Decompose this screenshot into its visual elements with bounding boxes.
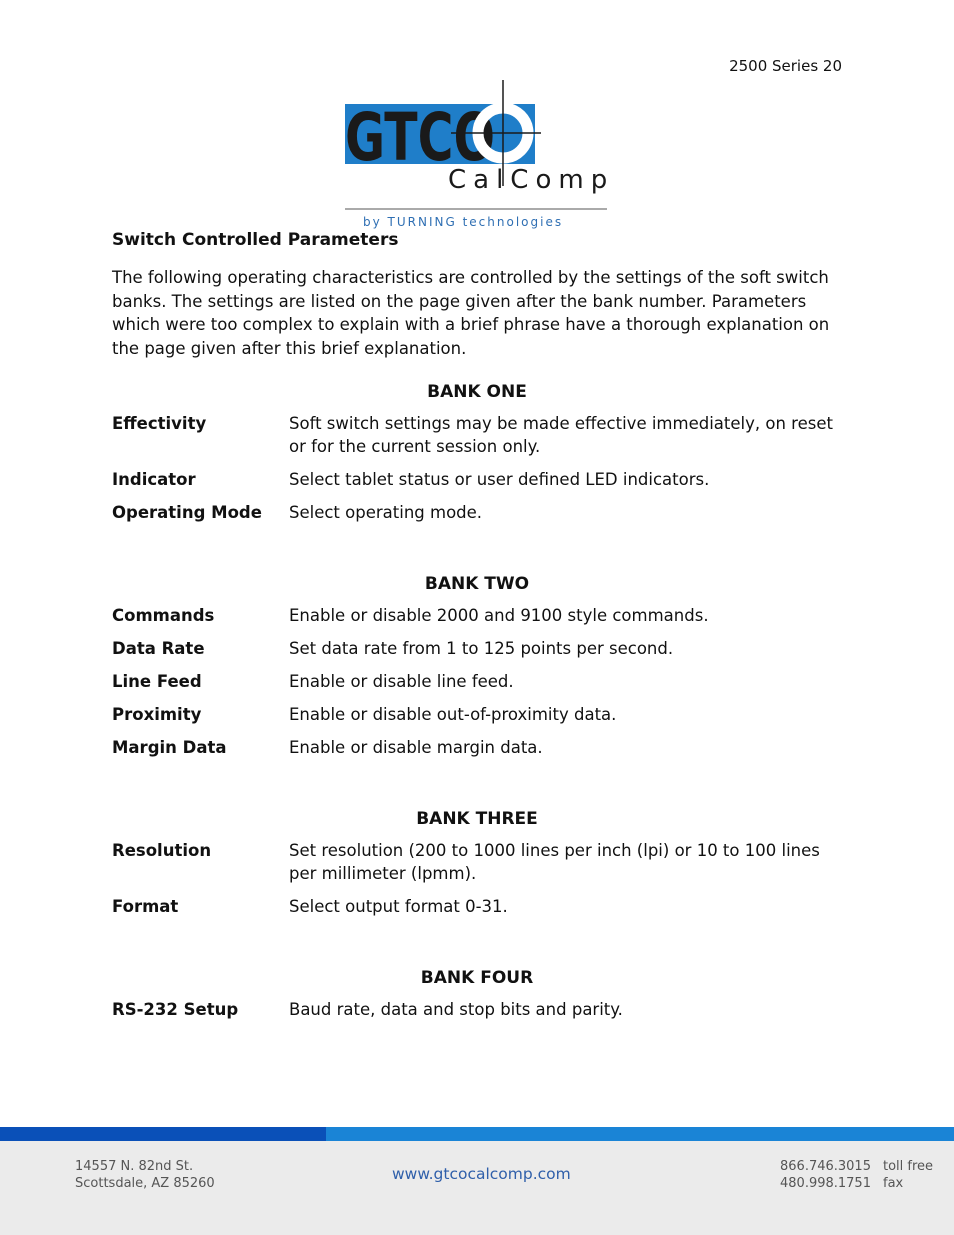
fax-label: fax	[883, 1176, 904, 1191]
website-link[interactable]: www.gtcocalcomp.com	[392, 1165, 571, 1183]
address-line: Scottsdale, AZ 85260	[75, 1176, 215, 1191]
param-name: Resolution	[112, 841, 212, 860]
footer-phones	[780, 1158, 871, 1192]
param-name: Data Rate	[112, 639, 205, 658]
page-header: 2500 Series 20	[729, 57, 842, 75]
param-desc: Soft switch settings may be made effective immediately, on reset or for the current session only.	[289, 414, 833, 456]
param-desc: Select tablet status or user defined LED indicators.	[289, 470, 710, 489]
logo-mark: GTCO	[345, 99, 495, 176]
param-row	[112, 895, 842, 918]
param-name: Effectivity	[112, 414, 207, 433]
section-title: Switch Controlled Parameters	[112, 230, 399, 250]
bank-title: BANK THREE	[416, 809, 538, 829]
intro-paragraph: The following operating characteristics are controlled by the settings of the soft switch banks. The settings are listed on the page given after the bank number. Parameters which were too complex to explain with a brief phrase have a thorough explanation on the page given after this brief explanation.	[112, 268, 830, 358]
param-row	[112, 703, 842, 726]
param-row	[112, 998, 842, 1021]
phone-tollfree: 866.746.3015	[780, 1159, 871, 1174]
footer-address	[75, 1158, 215, 1192]
param-row	[112, 604, 842, 627]
bank-title: BANK FOUR	[420, 968, 534, 988]
param-desc: Baud rate, data and stop bits and parity.	[289, 1000, 623, 1019]
param-name: Format	[112, 897, 179, 916]
param-row	[112, 501, 842, 524]
param-row	[112, 839, 842, 885]
param-desc: Set resolution (200 to 1000 lines per inch (lpi) or 10 to 100 lines per millimeter (lpmm).	[289, 841, 820, 883]
phone-fax: 480.998.1751	[780, 1176, 871, 1191]
param-row	[112, 670, 842, 693]
param-row	[112, 412, 842, 458]
param-name: RS-232 Setup	[112, 1000, 239, 1019]
footer-phone-labels	[883, 1158, 933, 1192]
param-desc: Set data rate from 1 to 125 points per second.	[289, 639, 674, 658]
param-row	[112, 736, 842, 759]
param-desc: Select operating mode.	[289, 503, 483, 522]
param-name: Line Feed	[112, 672, 202, 691]
param-name: Operating Mode	[112, 503, 262, 522]
bank-three	[112, 809, 842, 918]
param-desc: Enable or disable out-of-proximity data.	[289, 705, 617, 724]
gtco-calcomp-logo	[343, 78, 615, 230]
param-name: Commands	[112, 606, 215, 625]
param-name: Margin Data	[112, 738, 227, 757]
bank-title: BANK ONE	[427, 382, 527, 402]
param-desc: Enable or disable 2000 and 9100 style commands.	[289, 606, 709, 625]
param-name: Indicator	[112, 470, 196, 489]
param-desc: Enable or disable margin data.	[289, 738, 543, 757]
logo-wordmark: CalComp	[448, 165, 615, 195]
address-line: 14557 N. 82nd St.	[75, 1159, 194, 1174]
page-footer	[0, 1141, 954, 1235]
param-desc: Select output format 0-31.	[289, 897, 508, 916]
param-name: Proximity	[112, 705, 202, 724]
param-row	[112, 637, 842, 660]
param-row	[112, 468, 842, 491]
logo-tagline: by TURNING technologies	[363, 215, 564, 229]
tollfree-label: toll free	[883, 1159, 934, 1174]
footer-color-bar	[0, 1127, 954, 1141]
param-desc: Enable or disable line feed.	[289, 672, 514, 691]
bank-title: BANK TWO	[424, 574, 530, 594]
bank-one	[112, 382, 842, 524]
main-content	[112, 230, 842, 1031]
bank-four	[112, 968, 842, 1021]
bank-two	[112, 574, 842, 759]
